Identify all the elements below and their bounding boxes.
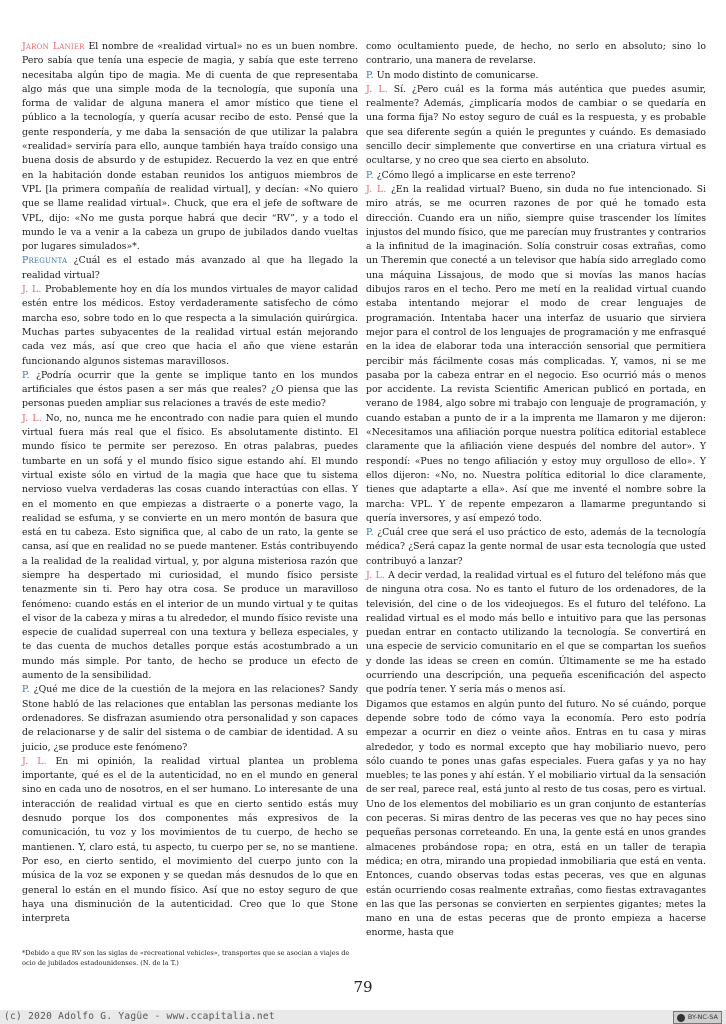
- license-label: BY-NC-SA: [687, 1013, 718, 1021]
- paragraph-text: como ocultamiento puede, de hecho, no serlo en absoluto; sino lo contrario, una manera de revelarse.: [366, 41, 706, 67]
- paragraph: [22, 412, 358, 684]
- paragraph-text: A decir verdad, la realidad virtual es el futuro del teléfono más que de ninguna otra cosa. No es tanto el futuro de los ordenadores, de la televisión, del cine o de los videojuegos. Es el futuro del teléfono. La realidad virtual es el modo más bello e intuitivo para que las personas puedan entrar en contacto utilizando la tecnología. Se convertirá en una especie de servicio comunitario en el que se compartan los sueños y donde las ideas se creen en común. Últimamente se me ha estado ocurriendo una descripción, una pequeña escenificación del aspecto que podría tener. Y sería más o menos así.: [366, 569, 706, 696]
- paragraph-text: No, no, nunca me he encontrado con nadie para quien el mundo virtual fuera más real que el físico. Es absolutamente distinto. El mundo físico te permite ser perezoso. En otras palabras, puedes tumbarte en un sofá y el mundo físico sigue estando ahí. El mundo virtual existe sólo en virtud de la magia que hace que tu sistema nervioso vuelva verdaderas las cosas cuando interactúas con ellas. Y en el momento en que empiezas a distraerte o a ponerte vago, la realidad se esfuma, y se convierte en un mero montón de basura que está en tu cabeza. Esto significa que, al cabo de un rato, la gente se cansa, así que en realidad no se puede mantener. Estás contribuyendo a la realidad de la realidad virtual, y, por alguna misteriosa razón que siempre ha despertado mi curiosidad, el mundo físico persiste tenazmente sin ti. Pero hay otra cosa. Se produce un maravilloso fenómeno: cuando estás en el interior de un mundo virtual y te quitas el visor de la cabeza y miras a tu alrededor, el mundo físico reviste una especie de cualidad superreal con una textura y belleza especiales, y te das cuenta de muchos detalles porque estás acostumbrado a un mundo más simple. Por tanto, de hecho se produce un efecto de aumento de la sensibilidad.: [22, 412, 358, 682]
- page-number: 79: [353, 978, 373, 996]
- credit-text: (c) 2020 Adolfo G. Yagüe - www.ccapitalia.net: [4, 1011, 275, 1022]
- paragraph: [22, 283, 358, 369]
- speaker-label: P.: [366, 527, 374, 539]
- right-column: [366, 40, 706, 941]
- paragraph: [366, 40, 706, 69]
- speaker-label: J. L.: [366, 569, 386, 581]
- paragraph: [22, 369, 358, 412]
- paragraph: [366, 83, 706, 169]
- paragraph: [22, 755, 358, 927]
- paragraph: [366, 69, 706, 83]
- paragraph-text: ¿En la realidad virtual? Bueno, sin duda no fue intencionado. Si miro atrás, se me ocurren razones de por qué he tomado esta dirección. Cuando era un niño, siempre quise trascender los límites injustos del mundo físico, que me parecían muy frustrantes y contrarios a la infinitud de la imaginación. Solía construir cosas extrañas, como un Theremin que conecté a un televisor que había sido arreglado como una máquina Lissajous, de modo que si movías las manos hacías dibujos raros en el techo. Pero me metí en la realidad virtual cuando estaba intentando mejorar el modo de crear lenguajes de programación. Intentaba hacer una interfaz de usuario que sirviera mejor para el control de los lenguajes de programación y me enfrasqué en la idea de elaborar toda una interacción sensorial que permitiera percibir más fácilmente cosas más complicadas. Y, vamos, ni se me pasaba por la cabeza entrar en el negocio. Eso ocurrió más o menos por accidente. La revista Scientific American publicó en portada, en verano de 1984, algo sobre mi trabajo con lenguaje de programación, y cuando estaban a punto de ir a la imprenta me llamaron y me dijeron: «Necesitamos una afiliación porque nuestra política editorial establece claramente que la afiliación viene después del nombre del autor». Y respondí: «Pues no tengo afiliación y estoy muy orgulloso de ello». Y ellos dijeron: «No, no. Nuestra política editorial lo dice claramente, tienes que adaptarte a ella». Así que me inventé el nombre sobre la marcha: VPL. Y de repente empezaron a llamarme preguntando si quería inversores, y así empezó todo.: [366, 183, 706, 524]
- paragraph: [366, 569, 706, 698]
- paragraph-text: Probablemente hoy en día los mundos virtuales de mayor calidad estén entre los médicos. Estoy verdaderamente satisfecho de cómo marcha eso, sobre todo en lo que respecta a la simulación quirúrgica. Muchas partes subyacentes de la realidad virtual están mejorando cada vez más, así que creo que hacia el año que viene estarán funcionando algunos sistemas maravillosos.: [22, 284, 358, 367]
- left-column: [22, 40, 358, 926]
- speaker-label: J. L.: [366, 83, 388, 95]
- paragraph-text: Digamos que estamos en algún punto del futuro. No sé cuándo, porque depende sobre todo de cómo vaya la economía. Pero esto podría empezar a ocurrir en diez o veinte años. Entras en tu casa y miras alrededor, y todo es normal excepto que hay mobiliario nuevo, pero sólo cuando te pones unas gafas especiales. Fuera gafas y ya no hay muebles; te las pones y ahí están. Y el mobiliario virtual da la sensación de ser real, parece real, está junto al resto de tus cosas, pero es virtual. Uno de los elementos del mobiliario es un gran conjunto de estanterías con peceras. Si miras dentro de las peceras ves que no hay peces sino pequeñas personas correteando. En una, la gente está en unos grandes almacenes probándose ropa; en otra, está en un taller de terapia médica; en otra, mirando una propiedad inmobiliaria que está en venta. Entonces, cuando observas todas estas peceras, ves que en algunas están ocurriendo cosas realmente extrañas, como fiestas extravagantes en las que las personas se convierten en serpientes gigantes; metes la mano en una de estas peceras que de pronto empieza a hacerse enorme, hasta que: [366, 698, 706, 939]
- speaker-label: P.: [366, 169, 374, 181]
- speaker-label: P.: [366, 69, 374, 81]
- paragraph: [22, 683, 358, 754]
- paragraph: [366, 169, 706, 183]
- creative-commons-icon: [677, 1014, 685, 1022]
- paragraph-text: ¿Cómo llegó a implicarse en este terreno?: [376, 169, 576, 181]
- paragraph: [22, 254, 358, 283]
- speaker-label: J. L.: [366, 183, 387, 195]
- paragraph-text: ¿Cuál cree que será el uso práctico de esto, además de la tecnología médica? ¿Será capaz la gente normal de usar esta tecnología que usted contribuyó a lanzar?: [366, 527, 706, 567]
- speaker-label: Jaron Lanier: [22, 41, 85, 52]
- speaker-label: J. L.: [22, 284, 42, 296]
- paragraph-text: ¿Cuál es el estado más avanzado al que ha llegado la realidad virtual?: [22, 255, 358, 281]
- speaker-label: P.: [22, 684, 30, 696]
- paragraph-text: Un modo distinto de comunicarse.: [376, 69, 539, 81]
- paragraph-text: ¿Qué me dice de la cuestión de la mejora en las relaciones? Sandy Stone habló de las relaciones que entablan las personas mediante los ordenadores. Se disfrazan asumiendo otra personalidad y son capaces de relacionarse y de salir del sistema o de cambiar de identidad. A su juicio, ¿se produce este fenómeno?: [22, 684, 358, 753]
- paragraph: [366, 526, 706, 569]
- paragraph-text: Sí. ¿Pero cuál es la forma más auténtica que puedes asumir, realmente? Además, ¿implicaría modos de cambiar o se quedaría en una forma fija? No estoy seguro de cuál es la respuesta, y es probable que sea diferente según a quién le preguntes y cuándo. Es demasiado sencillo decir simplemente que convertirse en una criatura virtual es ocultarse, y no creo que sea cierto en absoluto.: [366, 83, 706, 167]
- footnote: *Debido a que RV son las siglas de «recreational vehicles», transportes que se asocian a viajes de ocio de jubilados estadounidenses. (N. de la T.): [22, 949, 350, 967]
- paragraph-text: El nombre de «realidad virtual» no es un buen nombre. Pero sabía que tenía una especie de magia, y sabía que este terreno necesitaba algún tipo de magia. Me di cuenta de que representaba algo más que una simple moda de la tecnología, que suponía una forma de validar de alguna manera el amor místico que tiene el público a la tecnología, y quería acusar recibo de esto. Pensé que la gente respondería, y me daba la sensación de que utilizar la palabra «realidad» serviría para ello, aunque también haya traído consigo una buena dosis de absurdo y de estupidez. Recuerdo la vez en que entré en la habitación donde estaban reunidos los antiguos miembros de VPL [la primera compañía de realidad virtual], y decían: «No quiero que se llame realidad virtual». Chuck, que era el jefe de software de VPL, dijo: «No me gusta porque habrá que decir “RV”, y a todo el mundo le va a venir a la cabeza un grupo de jubilados dando vueltas por lugares simulados»*.: [22, 41, 358, 253]
- paragraph-text: ¿Podría ocurrir que la gente se implique tanto en los mundos artificiales que éstos pasen a ser más que reales? ¿O piensa que las personas pueden ampliar sus relaciones a través de este medio?: [22, 369, 358, 410]
- speaker-label: J. L.: [22, 412, 42, 424]
- speaker-label: P.: [22, 369, 30, 381]
- paragraph: [366, 183, 706, 526]
- paragraph: [22, 40, 358, 254]
- paragraph-text: En mi opinión, la realidad virtual plantea un problema importante, qué es el de la autenticidad, no en el mundo en general sino en cada uno de nosotros, en el ser humano. Lo interesante de una interacción de realidad virtual es que en cierto sentido estás muy desnudo porque los dos componentes más expresivos de la comunicación, tu voz y los movimientos de tu cuerpo, de hecho se mantienen. Y, claro está, tu aspecto, tu cuerpo per se, no se mantiene. Por eso, en cierto sentido, el movimiento del cuerpo junto con la música de la voz se exponen y se quedan más desnudos de lo que en general lo están en el mundo físico. Así que no estoy seguro de que haya una disminución de la autenticidad. Creo que lo que Stone interpreta: [22, 755, 358, 925]
- license-badge: [673, 1011, 722, 1024]
- paragraph: [366, 698, 706, 941]
- speaker-label: Pregunta: [22, 255, 68, 267]
- speaker-label: J. L.: [22, 755, 47, 767]
